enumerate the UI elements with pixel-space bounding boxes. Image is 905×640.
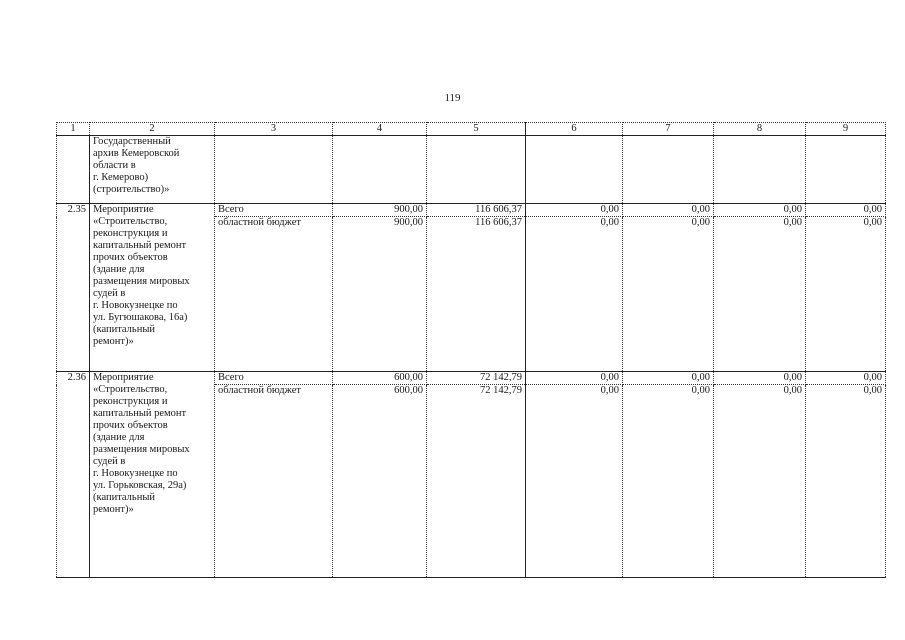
column-header: 3 (215, 123, 333, 136)
value-cell: 0,00 (806, 385, 886, 578)
value-cell: 0,00 (806, 372, 886, 385)
column-header: 1 (57, 123, 90, 136)
value-cell (526, 136, 623, 204)
value-cell: 0,00 (526, 372, 623, 385)
value-cell: 0,00 (714, 217, 806, 372)
value-cell: 0,00 (623, 385, 714, 578)
value-cell: 0,00 (623, 204, 714, 217)
value-cell: 116 606,37 (427, 217, 526, 372)
table-row (57, 204, 886, 217)
value-cell: 0,00 (714, 385, 806, 578)
value-cell: 600,00 (333, 372, 427, 385)
funding-source: Всего (215, 372, 333, 385)
budget-table (56, 122, 886, 578)
header-row (57, 123, 886, 136)
event-name-cell (90, 372, 215, 578)
column-header: 8 (714, 123, 806, 136)
funding-source: областной бюджет (215, 217, 333, 372)
event-name: Мероприятие «Строительство, реконструкция и капитальный ремонт прочих объектов (здание для размещения мировых судей в г. Новокузнецке по ул. Бугюшакова, 16а) (капитальный ремонт)» (93, 204, 190, 347)
column-header: 5 (427, 123, 526, 136)
value-cell: 116 606,37 (427, 204, 526, 217)
value-cell: 0,00 (806, 217, 886, 372)
value-cell: 0,00 (526, 204, 623, 217)
event-name: Государственный архив Кемеровской области в г. Кемерово) (строительство)» (93, 136, 180, 195)
row-number-cell (57, 136, 90, 204)
column-header: 4 (333, 123, 427, 136)
value-cell: 0,00 (806, 204, 886, 217)
value-cell: 0,00 (714, 204, 806, 217)
value-cell: 600,00 (333, 385, 427, 578)
table-row-continued (57, 136, 886, 204)
column-header: 6 (526, 123, 623, 136)
value-cell: 0,00 (623, 372, 714, 385)
value-cell: 0,00 (526, 217, 623, 372)
column-header: 9 (806, 123, 886, 136)
table-row (57, 372, 886, 385)
value-cell: 72 142,79 (427, 385, 526, 578)
value-cell (806, 136, 886, 204)
event-name-cell (90, 136, 215, 204)
value-cell (333, 136, 427, 204)
page-number: 119 (444, 92, 461, 104)
column-header: 7 (623, 123, 714, 136)
value-cell: 900,00 (333, 217, 427, 372)
event-name-cell (90, 204, 215, 372)
value-cell (427, 136, 526, 204)
event-name: Мероприятие «Строительство, реконструкция и капитальный ремонт прочих объектов (здание для размещения мировых судей в г. Новокузнецке по ул. Горьковская, 29а) (капитальный ремонт)» (93, 372, 190, 515)
value-cell: 0,00 (714, 372, 806, 385)
value-cell: 0,00 (526, 385, 623, 578)
funding-source: областной бюджет (215, 385, 333, 578)
column-header: 2 (90, 123, 215, 136)
row-number: 2.35 (57, 204, 90, 372)
source-cell (215, 136, 333, 204)
row-number: 2.36 (57, 372, 90, 578)
funding-source: Всего (215, 204, 333, 217)
value-cell: 0,00 (623, 217, 714, 372)
value-cell: 72 142,79 (427, 372, 526, 385)
value-cell (623, 136, 714, 204)
value-cell: 900,00 (333, 204, 427, 217)
value-cell (714, 136, 806, 204)
